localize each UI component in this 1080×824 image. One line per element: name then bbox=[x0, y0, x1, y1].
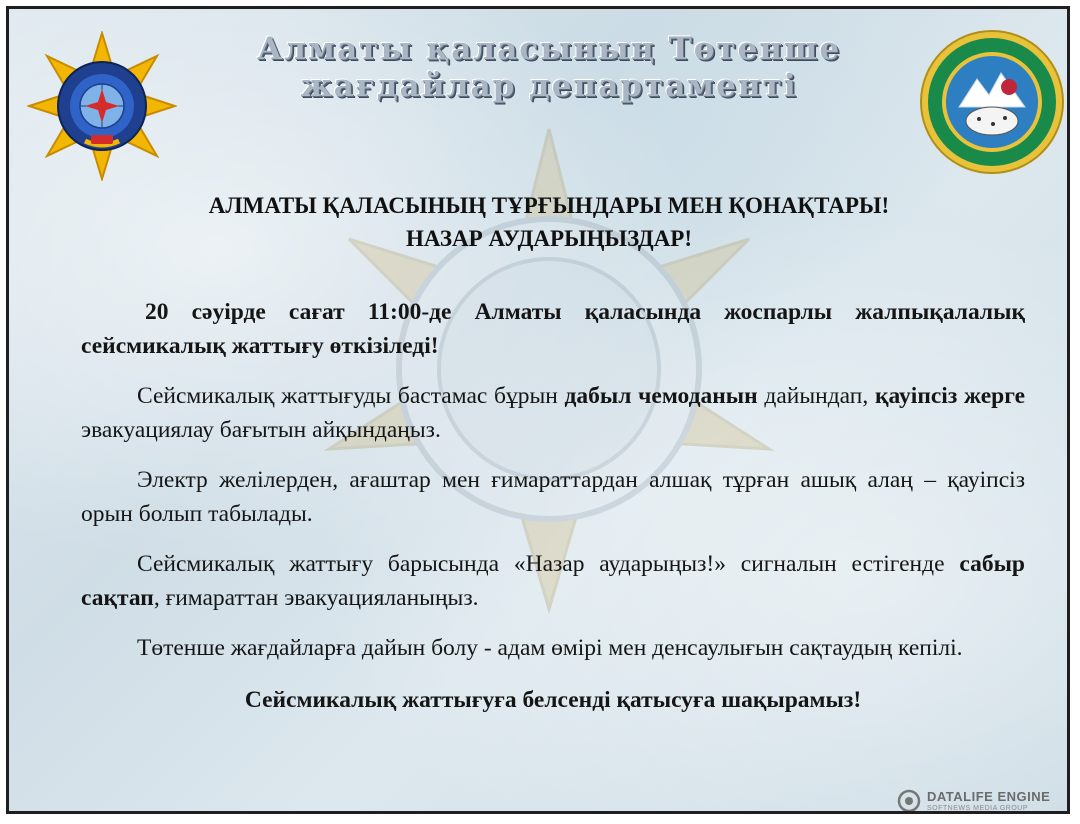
department-title bbox=[159, 31, 939, 105]
datalife-engine-name: DATALIFE ENGINE bbox=[927, 789, 1051, 804]
emphasis-alarm-suitcase: дабыл чемоданын bbox=[564, 383, 758, 409]
notice-heading-line-2: НАЗАР АУДАРЫҢЫЗДАР! bbox=[405, 226, 693, 251]
department-title-line-1: Алматы қаласының Төтенше bbox=[256, 31, 842, 67]
datalife-engine-watermark bbox=[897, 787, 1070, 814]
notice-heading-line-1: АЛМАТЫ ҚАЛАСЫНЫҢ ТҰРҒЫНДАРЫ МЕН ҚОНАҚТАРЫ! bbox=[208, 193, 890, 218]
emphasis-stay-calm: сабыр сақтап bbox=[81, 551, 1025, 611]
emphasis-safe-place: қауіпсіз жерге bbox=[874, 383, 1025, 409]
paragraph-readiness: Төтенше жағдайларға дайын болу - адам өмірі мен денсаулығын сақтаудың кепілі. bbox=[137, 635, 963, 661]
datalife-engine-logo-icon bbox=[897, 789, 921, 813]
paragraph-preparation bbox=[81, 379, 1025, 447]
notice-heading bbox=[49, 189, 1049, 255]
paragraph-evacuation bbox=[81, 547, 1025, 615]
paragraph-evacuation-text-1: Сейсмикалық жаттығу барысында «Назар аударыңыз!» сигналын естігенде bbox=[137, 551, 960, 577]
paragraph-safe-area: Электр желілерден, ағаштар мен ғимараттардан алшақ тұрған ашық алаң – қауіпсіз орын болып табылады. bbox=[81, 467, 1025, 527]
almaty-coat-of-arms-icon bbox=[919, 29, 1065, 175]
notice-body bbox=[81, 295, 1025, 733]
emergency-ministry-star-emblem-icon bbox=[27, 31, 177, 181]
paragraph-preparation-text-1: Сейсмикалық жаттығуды бастамас бұрын bbox=[137, 383, 565, 409]
paragraph-evacuation-text-2: , ғимараттан эвакуацияланыңыз. bbox=[153, 585, 479, 611]
datalife-engine-subtitle: SOFTNEWS MEDIA GROUP bbox=[927, 805, 1029, 812]
department-title-line-2: жағдайлар департаменті bbox=[300, 68, 798, 104]
paragraph-preparation-text-2: дайындап, bbox=[757, 383, 875, 409]
paragraph-preparation-text-3: эвакуациялау бағытын айқындаңыз. bbox=[81, 417, 441, 443]
lead-announcement: 20 сәуірде сағат 11:00-де Алматы қаласында жоспарлы жалпықалалық сейсмикалық жаттығу өткізіледі! bbox=[81, 299, 1025, 359]
closing-invitation: Сейсмикалық жаттығуға белсенді қатысуға шақырамыз! bbox=[244, 687, 862, 713]
notice-sheet bbox=[6, 6, 1070, 814]
